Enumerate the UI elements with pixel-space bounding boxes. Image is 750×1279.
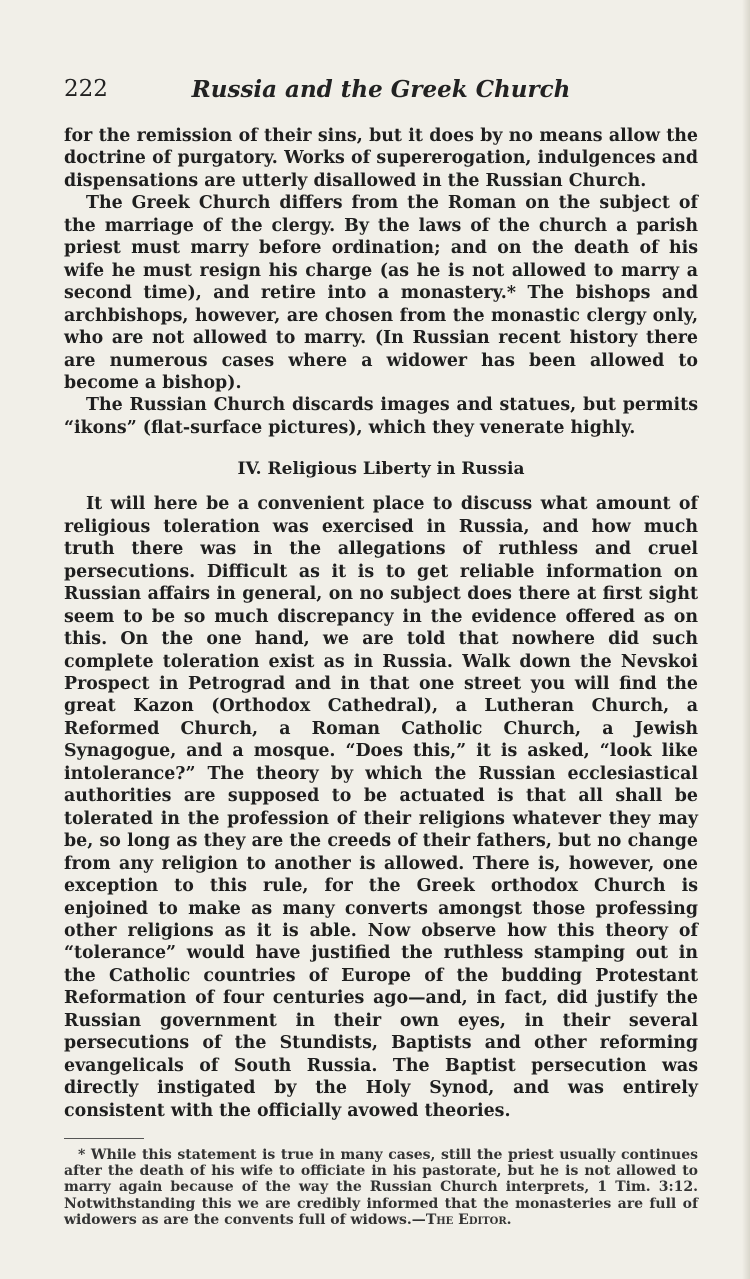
- section-heading: IV. Religious Liberty in Russia: [237, 459, 525, 480]
- page-edge-shadow: [742, 0, 750, 1279]
- paragraph: for the remission of their sins, but it does by no means allow the doctrine of purgatory. Works of supererogation, indulgences and dispensations are utterly disallowed in the Russian Church.: [64, 126, 698, 191]
- footnote-signature: The Editor.: [425, 1211, 512, 1228]
- running-title: Russia and the Greek Church: [191, 76, 571, 103]
- footnote: [64, 1147, 698, 1228]
- paragraph: It will here be a convenient place to discuss what amount of religious toleration was exercised in Russia, and how much truth there was in the allegations of ruthless and cruel persecutions. Difficult as it is to get reliable information on Russian affairs in general, on no subject does there at first sight seem to be so much discrepancy in the evidence offered as on this. On the one hand, we are told that nowhere did such complete toleration exist as in Russia. Walk down the Nevskoi Prospect in Petrograd and in that one street you will find the great Kazon (Orthodox Cathedral), a Lutheran Church, a Reformed Church, a Roman Catholic Church, a Jewish Synagogue, and a mosque. “Does this,” it is asked, “look like intolerance?” The theory by which the Russian ecclesiastical authorities are supposed to be actuated is that all shall be tolerated in the profession of their religions whatever they may be, so long as they are the creeds of their fathers, but no change from any religion to another is allowed. There is, however, one exception to this rule, for the Greek orthodox Church is enjoined to make as many converts amongst those professing other religions as it is able. Now observe how this theory of “tolerance” would have justified the ruthless stamping out in the Catholic countries of Europe of the budding Protestant Reformation of four centuries ago—and, in fact, did justify the Russian government in their own eyes, in their several persecutions of the Stundists, Baptists and other reforming evangelicals of South Russia. The Baptist persecution was directly instigated by the Holy Synod, and was entirely consistent with the officially avowed theories.: [64, 494, 698, 1121]
- paragraph: The Russian Church discards images and statues, but permits “ikons” (flat-surface pictures), which they venerate highly.: [64, 395, 698, 438]
- footnote-divider: [64, 1138, 144, 1139]
- footnote-text: * While this statement is true in many cases, still the priest usually continues after the death of his wife to officiate in his pastorate, but he is not allowed to marry again because of the way the Russian Church interprets, 1 Tim. 3:12. Notwithstanding this we are credibly informed that the monasteries are full of widowers as are the convents full of widows.—: [64, 1147, 698, 1228]
- page-header: [64, 76, 698, 108]
- paragraph: The Greek Church differs from the Roman on the subject of the marriage of the clergy. By the laws of the church a parish priest must marry before ordination; and on the death of his wife he must resign his charge (as he is not allowed to marry a second time), and retire into a monastery.* The bishops and archbishops, however, are chosen from the monastic clergy only, who are not allowed to marry. (In Russian recent history there are numerous cases where a widower has been allowed to become a bishop).: [64, 193, 698, 393]
- page-number: 222: [64, 76, 108, 102]
- body-text: [64, 125, 698, 1228]
